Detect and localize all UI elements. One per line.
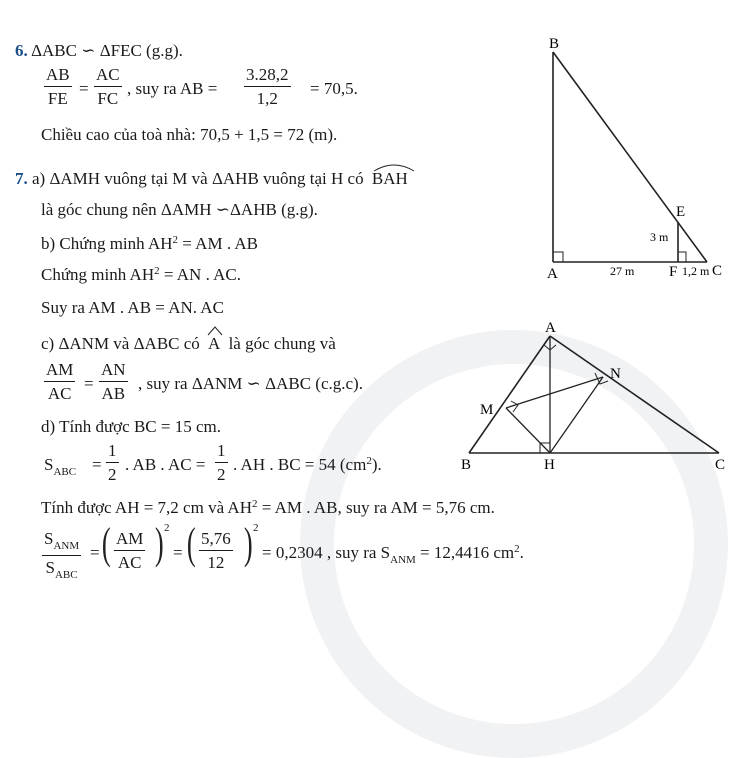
b-line2-text: Chứng minh AH (41, 265, 155, 284)
label-c: C (715, 457, 726, 473)
segment-bc (553, 52, 707, 262)
equals-sign: = (92, 455, 102, 474)
paren-left-1: ( (101, 519, 111, 568)
segment-hm (506, 408, 550, 453)
segment-ab (469, 336, 550, 453)
superscript: 2 (252, 498, 258, 510)
suy-ra-ab: , suy ra AB = (127, 79, 218, 98)
part-b-line1 (41, 235, 258, 252)
label-f: F (669, 264, 678, 280)
label-m: M (480, 402, 494, 418)
part-b-line3: Suy ra AM . AB = AN. AC (41, 298, 224, 317)
s-letter: S (45, 558, 55, 577)
segment-ac (550, 336, 719, 453)
equals-sign: = (79, 79, 89, 98)
final-result-end: . (519, 543, 524, 562)
problem-7-part-a (15, 170, 408, 187)
label-1-2m: 1,2 m (682, 264, 710, 278)
subscript-anm: ANM (390, 554, 416, 566)
superscript: 2 (366, 455, 372, 467)
paren-left-2: ( (186, 519, 196, 568)
final-result-tail: = 12,4416 cm (415, 543, 515, 562)
ab-result: = 70,5. (310, 79, 358, 98)
angle-arc-bah (372, 162, 416, 172)
subscript-abc: ABC (54, 569, 78, 581)
label-a: A (547, 266, 558, 282)
subscript-anm: ANM (53, 540, 80, 552)
part-a-line2: là góc chung nên ΔAMH ∽ΔAHB (g.g). (41, 200, 318, 219)
part-c-line1 (41, 335, 336, 352)
equals-sign: = (173, 543, 183, 562)
problem-7-number: 7. (15, 169, 28, 188)
label-n: N (610, 366, 621, 382)
part-b-line2 (41, 266, 241, 283)
final-result (262, 544, 524, 566)
figure-triangle-abc-altitude (455, 320, 745, 475)
equals-sign: = (84, 374, 94, 393)
paren-right-2: ) (243, 519, 253, 568)
equals-sign: = (90, 543, 100, 562)
label-a: A (545, 320, 556, 336)
b-line1-text: b) Chứng minh AH (41, 234, 173, 253)
area-expr-2-text: . AH . BC = 54 (cm (233, 455, 367, 474)
area-expr-1: . AB . AC = (125, 455, 206, 474)
label-b: B (549, 36, 560, 52)
building-height: Chiều cao của toà nhà: 70,5 + 1,5 = 72 (m). (41, 125, 338, 144)
label-3m: 3 m (650, 230, 669, 244)
s-abc-label (44, 456, 76, 478)
fraction-am-ac-2: AM AC (116, 529, 144, 572)
problem-6-header (15, 42, 183, 59)
fraction-s-anm-s-abc (42, 530, 81, 581)
part-d-line1: d) Tính được BC = 15 cm. (41, 417, 221, 436)
c-line1-b: là góc chung và (228, 334, 336, 353)
d-line3-text: Tính được AH = 7,2 cm và AH (41, 498, 252, 517)
figure-building-triangle (535, 35, 735, 285)
segment-hn (550, 377, 603, 453)
fraction-one-half-2: 1 2 (217, 441, 226, 484)
subscript-abc: ABC (53, 466, 77, 478)
fraction-576-12: 5,76 12 (201, 529, 231, 572)
exponent-2: 2 (253, 522, 259, 534)
label-e: E (676, 204, 686, 220)
part-a-text: a) ΔAMH vuông tại M và ΔAHB vuông tại H có (32, 169, 364, 188)
problem-6-number: 6. (15, 41, 28, 60)
part-c-conclusion: , suy ra ΔANM ∽ ΔABC (c.g.c). (138, 374, 363, 393)
angle-a-label: A (208, 334, 221, 353)
s-letter: S (44, 529, 54, 548)
fraction-an-ab: AN AB (101, 360, 126, 403)
b-line2-tail: = AN . AC. (159, 265, 242, 284)
d-line3-tail: = AM . AB, suy ra AM = 5,76 cm. (257, 498, 495, 517)
exponent-2: 2 (164, 522, 170, 534)
fraction-ab-value: 3.28,2 1,2 (246, 65, 289, 108)
right-angle-a (553, 252, 563, 262)
fraction-ac-fc: AC FC (96, 65, 120, 108)
part-d-line3 (41, 499, 495, 516)
label-c: C (712, 263, 723, 279)
area-expr-end: ). (371, 455, 382, 474)
s-letter: S (44, 455, 54, 474)
fraction-am-ac: AM AC (46, 360, 74, 403)
label-27m: 27 m (610, 264, 635, 278)
final-result-text: = 0,2304 , suy ra S (262, 543, 391, 562)
superscript: 2 (154, 265, 160, 277)
superscript: 2 (514, 543, 520, 555)
problem-6-similarity: ΔABC ∽ ΔFEC (g.g). (31, 41, 183, 60)
label-b: B (461, 457, 472, 473)
label-h: H (544, 457, 555, 473)
angle-bah-label: BAH (371, 169, 408, 188)
right-angle-f (678, 252, 686, 262)
angle-bah (372, 170, 408, 187)
angle-hat-a (207, 326, 223, 336)
fraction-ab-fe: AB FE (46, 65, 70, 108)
segment-mn (506, 377, 603, 408)
angle-a (208, 335, 220, 352)
area-expr-2 (233, 456, 382, 473)
paren-right-1: ) (154, 519, 164, 568)
fraction-one-half: 1 2 (108, 441, 117, 484)
b-line1-tail: = AM . AB (178, 234, 259, 253)
c-line1-a: c) ΔANM và ΔABC có (41, 334, 200, 353)
superscript: 2 (172, 234, 179, 246)
